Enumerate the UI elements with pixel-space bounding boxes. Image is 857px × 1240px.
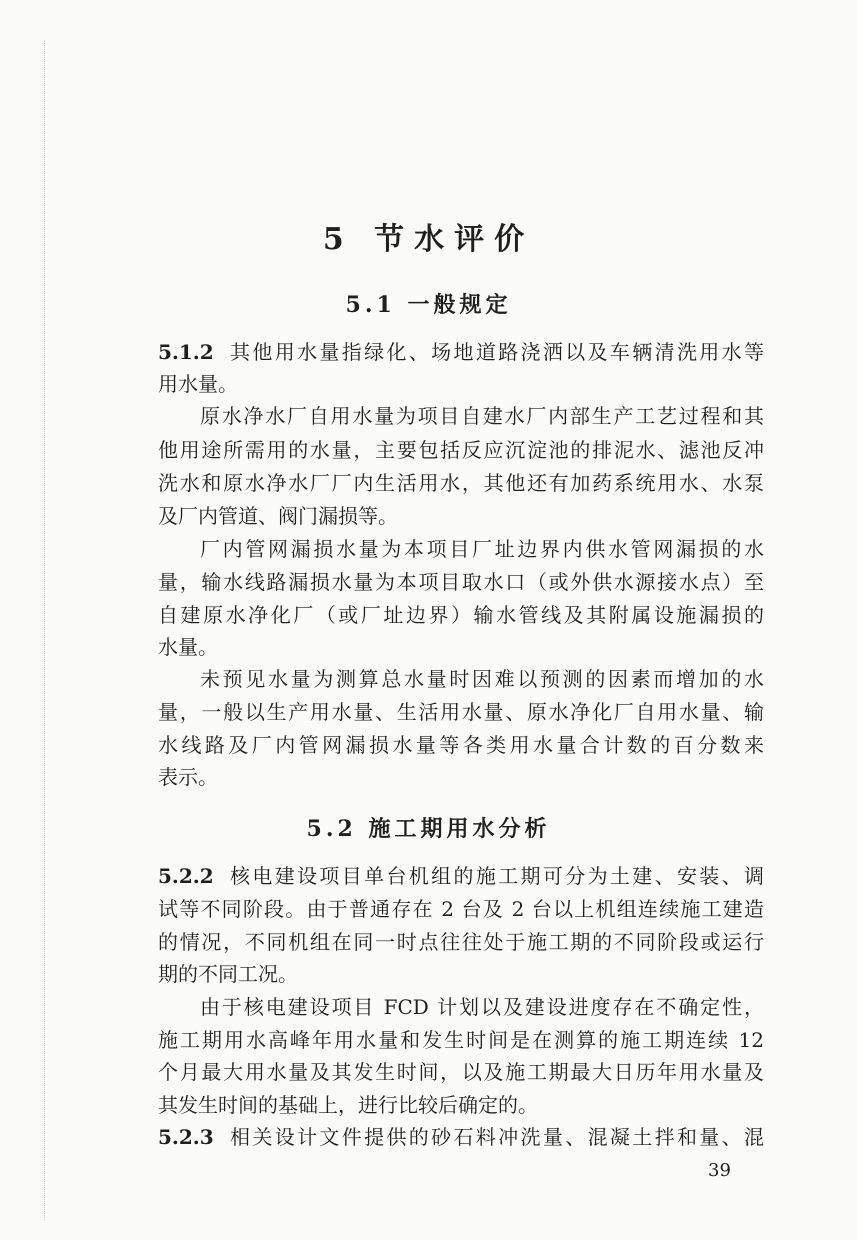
paragraph-line: 原水净水厂自用水量为项目自建水厂内部生产工艺过程和其 <box>200 404 764 428</box>
clause-number: 5.1.2 <box>158 340 214 364</box>
clause-5-1-2-line-1: 5.1.2 其他用水量指绿化、场地道路浇洒以及车辆清洗用水等 <box>158 340 764 364</box>
paragraph-line: 厂内管网漏损水量为本项目厂址边界内供水管网漏损的水 <box>200 537 764 561</box>
clause-number: 5.2.2 <box>158 864 214 888</box>
section-title-5-1: 5.1 一般规定 <box>345 292 512 318</box>
chapter-title: 5 节水评价 <box>322 222 535 257</box>
paragraph-line: 其发生时间的基础上，进行比较后确定的。 <box>158 1093 538 1117</box>
paragraph-line: 的情况，不同机组在同一时点往往处于施工期的不同阶段或运行 <box>158 930 764 954</box>
paragraph-line: 由于核电建设项目 FCD 计划以及建设进度存在不确定性， <box>200 995 764 1019</box>
paragraph-line: 水线路及厂内管网漏损水量等各类用水量合计数的百分数来 <box>158 733 764 757</box>
paragraph-line: 自建原水净化厂（或厂址边界）输水管线及其附属设施漏损的 <box>158 603 764 627</box>
paragraph-line: 期的不同工况。 <box>158 962 298 986</box>
paragraph-line: 量，一般以生产用水量、生活用水量、原水净化厂自用水量、输 <box>158 700 764 724</box>
paragraph-line: 量，输水线路漏损水量为本项目取水口（或外供水源接水点）至 <box>158 570 764 594</box>
paragraph-line: 个月最大用水量及其发生时间，以及施工期最大日历年用水量及 <box>158 1060 764 1084</box>
paragraph-line: 及厂内管道、阀门漏损等。 <box>158 504 398 528</box>
clause-5-2-3-line-1: 5.2.3 相关设计文件提供的砂石料冲洗量、混凝土拌和量、混 <box>158 1125 764 1149</box>
clause-number: 5.2.3 <box>158 1125 214 1149</box>
paragraph-line: 表示。 <box>158 765 218 789</box>
paragraph-line: 他用途所需用的水量，主要包括反应沉淀池的排泥水、滤池反冲 <box>158 438 764 462</box>
paragraph-line: 施工期用水高峰年用水量和发生时间是在测算的施工期连续 12 <box>158 1028 764 1052</box>
paragraph-line: 洗水和原水净水厂厂内生活用水，其他还有加药系统用水、水泵 <box>158 471 764 495</box>
paragraph-line: 水量。 <box>158 635 218 659</box>
section-title-5-2: 5.2 施工期用水分析 <box>306 816 551 842</box>
page-number: 39 <box>708 1160 731 1181</box>
clause-5-1-2-line-2: 用水量。 <box>158 372 238 396</box>
clause-5-2-2-line-1: 5.2.2 核电建设项目单台机组的施工期可分为土建、安装、调 <box>158 864 764 888</box>
paragraph-line: 未预见水量为测算总水量时因难以预测的因素而增加的水 <box>200 667 764 691</box>
paragraph-line: 试等不同阶段。由于普通存在 2 台及 2 台以上机组连续施工建造 <box>158 897 764 921</box>
